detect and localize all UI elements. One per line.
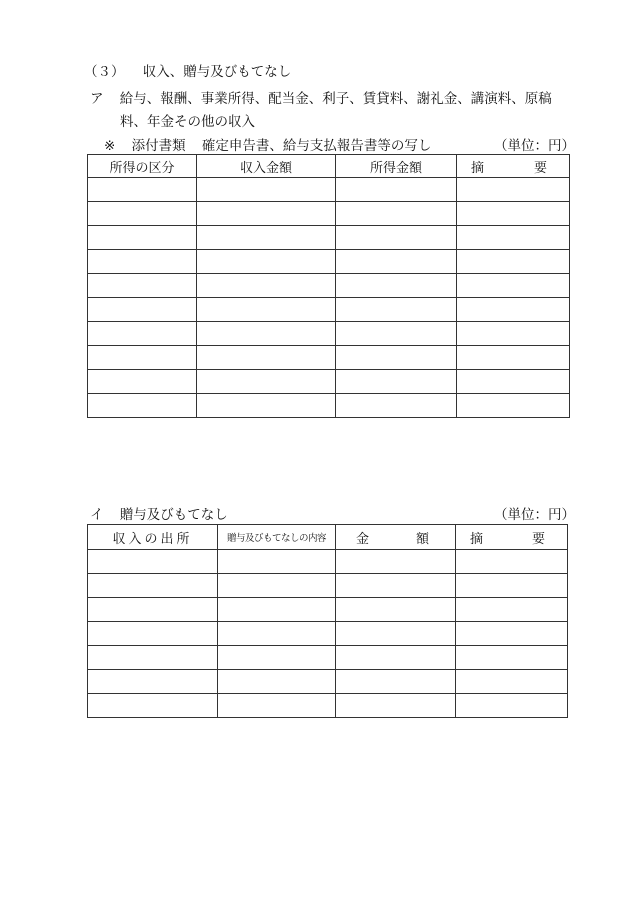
gifts-table-cell[interactable]	[456, 694, 568, 718]
income-table-cell[interactable]	[197, 274, 336, 298]
remarks-char-2: 要	[533, 160, 547, 176]
income-table-row	[88, 202, 570, 226]
gifts-table-cell[interactable]	[456, 574, 568, 598]
income-table-cell[interactable]	[457, 346, 570, 370]
income-table-cell[interactable]	[457, 298, 570, 322]
income-table-cell[interactable]	[197, 226, 336, 250]
gifts-table-cell[interactable]	[336, 574, 456, 598]
gifts-table-row	[88, 694, 568, 718]
section-title: 収入、贈与及びもてなし	[142, 64, 292, 80]
part-a-description: 給与、報酬、事業所得、配当金、利子、賃貸料、謝礼金、講演料、原稿	[119, 91, 552, 107]
part-b-title: 贈与及びもてなし	[119, 507, 228, 523]
attachment-text: 確定申告書、給与支払報告書等の写し	[201, 138, 432, 154]
income-table-cell[interactable]	[88, 346, 197, 370]
gifts-table-row	[88, 622, 568, 646]
part-a-marker: ア	[90, 91, 104, 107]
income-table-cell[interactable]	[88, 250, 197, 274]
income-table-row	[88, 370, 570, 394]
gifts-table-cell[interactable]	[88, 694, 218, 718]
gifts-table-cell[interactable]	[218, 694, 336, 718]
income-table-cell[interactable]	[336, 202, 457, 226]
gifts-table-cell[interactable]	[456, 550, 568, 574]
income-table-cell[interactable]	[88, 370, 197, 394]
income-table-cell[interactable]	[88, 226, 197, 250]
remarks-b-char-2: 要	[531, 531, 545, 547]
income-table-cell[interactable]	[457, 178, 570, 202]
remarks-char-1: 摘	[471, 160, 485, 176]
gifts-table-cell[interactable]	[456, 622, 568, 646]
attachment-note	[104, 134, 431, 154]
gifts-table-row	[88, 670, 568, 694]
income-table-cell[interactable]	[197, 178, 336, 202]
gifts-table-cell[interactable]	[88, 598, 218, 622]
income-table-cell[interactable]	[197, 394, 336, 418]
gifts-table-cell[interactable]	[456, 598, 568, 622]
gifts-table-cell[interactable]	[336, 670, 456, 694]
income-table-cell[interactable]	[197, 202, 336, 226]
income-table-cell[interactable]	[457, 322, 570, 346]
income-table-row	[88, 394, 570, 418]
gifts-table-cell[interactable]	[336, 694, 456, 718]
gifts-table-row	[88, 550, 568, 574]
income-table-cell[interactable]	[336, 346, 457, 370]
amount-char-1: 金	[356, 531, 370, 547]
income-table-row	[88, 322, 570, 346]
income-table-cell[interactable]	[88, 322, 197, 346]
gifts-table-cell[interactable]	[88, 622, 218, 646]
gifts-table-cell[interactable]	[218, 550, 336, 574]
income-table-cell[interactable]	[457, 202, 570, 226]
income-table-cell[interactable]	[88, 178, 197, 202]
header-revenue-amount: 収入金額	[197, 155, 336, 178]
note-mark: ※	[104, 138, 116, 154]
income-table	[87, 154, 570, 418]
gifts-table-row	[88, 574, 568, 598]
gifts-table-cell[interactable]	[88, 646, 218, 670]
gifts-table-cell[interactable]	[218, 622, 336, 646]
header-remarks	[457, 155, 570, 178]
gifts-table-cell[interactable]	[218, 646, 336, 670]
amount-char-2: 額	[415, 531, 429, 547]
section-heading	[84, 60, 291, 80]
income-table-cell[interactable]	[457, 394, 570, 418]
income-table-cell[interactable]	[336, 394, 457, 418]
section-number: （３）	[84, 64, 125, 80]
income-table-cell[interactable]	[457, 250, 570, 274]
income-table-cell[interactable]	[457, 370, 570, 394]
gifts-table-cell[interactable]	[336, 622, 456, 646]
gifts-table-cell[interactable]	[456, 670, 568, 694]
income-table-row	[88, 298, 570, 322]
gifts-table-cell[interactable]	[218, 574, 336, 598]
income-table-cell[interactable]	[88, 298, 197, 322]
gifts-table-cell[interactable]	[218, 598, 336, 622]
header-income-category: 所得の区分	[88, 155, 197, 178]
header-gift-content: 贈与及びもてなしの内容	[218, 525, 336, 550]
income-table-row	[88, 274, 570, 298]
part-b-unit: （単位：円）	[494, 507, 575, 523]
gifts-table-cell[interactable]	[88, 550, 218, 574]
income-table-cell[interactable]	[457, 226, 570, 250]
income-table-cell[interactable]	[197, 298, 336, 322]
income-table-row	[88, 178, 570, 202]
part-a-description-line2: 料、年金その他の収入	[120, 114, 255, 130]
part-b-heading	[90, 503, 228, 523]
part-b-marker: イ	[90, 507, 104, 523]
gifts-table-cell[interactable]	[336, 550, 456, 574]
income-table-cell[interactable]	[197, 346, 336, 370]
income-table-row	[88, 250, 570, 274]
income-table-cell[interactable]	[88, 274, 197, 298]
header-income-amount: 所得金額	[336, 155, 457, 178]
income-table-header	[88, 155, 570, 178]
part-a-unit: （単位：円）	[494, 138, 575, 154]
income-table-cell[interactable]	[336, 322, 457, 346]
income-table-cell[interactable]	[336, 274, 457, 298]
income-table-cell[interactable]	[197, 322, 336, 346]
gifts-table-row	[88, 646, 568, 670]
gifts-table	[87, 524, 568, 718]
income-table-cell[interactable]	[336, 178, 457, 202]
gifts-table-cell[interactable]	[456, 646, 568, 670]
income-table-cell[interactable]	[88, 394, 197, 418]
income-table-cell[interactable]	[197, 370, 336, 394]
income-table-row	[88, 346, 570, 370]
header-remarks-b	[456, 525, 568, 550]
gifts-table-header	[88, 525, 568, 550]
header-source: 収入の出所	[88, 525, 218, 550]
income-table-cell[interactable]	[336, 250, 457, 274]
remarks-b-char-1: 摘	[470, 531, 484, 547]
gifts-table-cell[interactable]	[218, 670, 336, 694]
gifts-table-cell[interactable]	[88, 574, 218, 598]
income-table-cell[interactable]	[336, 370, 457, 394]
income-table-cell[interactable]	[457, 274, 570, 298]
part-a-description-line1	[90, 87, 552, 107]
header-amount	[336, 525, 456, 550]
income-table-cell[interactable]	[197, 250, 336, 274]
gifts-table-row	[88, 598, 568, 622]
income-table-cell[interactable]	[88, 202, 197, 226]
attachment-label: 添付書類	[131, 138, 186, 154]
gifts-table-cell[interactable]	[336, 598, 456, 622]
income-table-row	[88, 226, 570, 250]
gifts-table-cell[interactable]	[336, 646, 456, 670]
income-table-cell[interactable]	[336, 298, 457, 322]
gifts-table-cell[interactable]	[88, 670, 218, 694]
income-table-cell[interactable]	[336, 226, 457, 250]
